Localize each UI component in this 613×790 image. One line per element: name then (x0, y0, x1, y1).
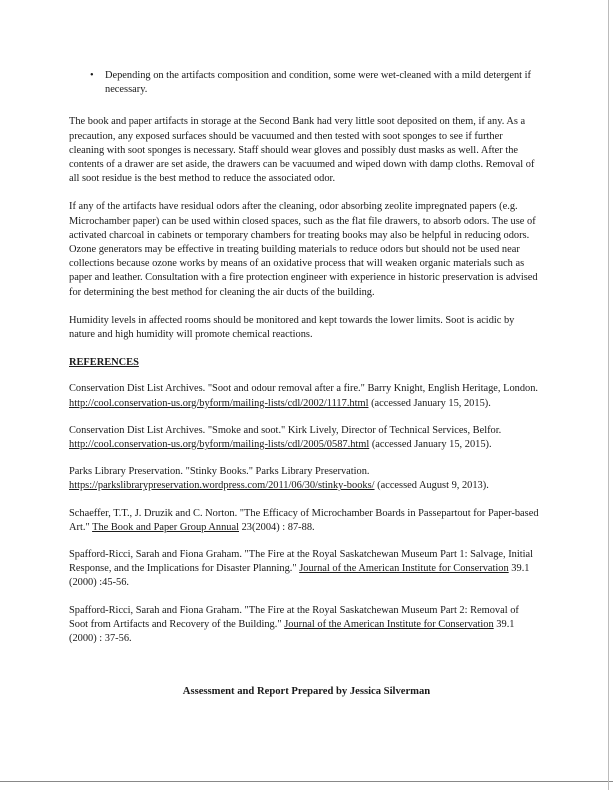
reference-item: Parks Library Preservation. "Stinky Books." Parks Library Preservation. https://parkslibrarypreservation.wordpress.com/2011/06/30/stinky-books/ (accessed August 9, 2013). (69, 466, 489, 492)
reference-journal-title: Journal of the American Institute for Conservation (299, 563, 509, 575)
paragraph-soot-removal: The book and paper artifacts in storage at the Second Bank had very little soot deposited on them, if any. As a precaution, any exposed surfaces should be vacuumed and then tested with soot sponges to see if further cleaning with soot sponges is necessary. Staff should wear gloves and possibly dust masks as well. After the contents of a drawer are set aside, the drawers can be vacuumed and wiped down with damp cloths. Removal of all soot residue is the best method to reduce the associated odor. (69, 116, 535, 185)
page-edge-divider (608, 0, 609, 790)
bullet-dot-icon: • (90, 70, 94, 81)
paragraph-odor-treatment: If any of the artifacts have residual odors after the cleaning, odor absorbing zeolite impregnated papers (e.g. Microchamber paper) can be used within closed spaces, such as the flat file drawers, to absorb odors. The use of activated charcoal in cabinets or temporary chambers for treating books may also be helpful in reducing odors. Ozone generators may be effective in treating building materials to reduce odors but should not be used near collections because ozone works by means of an oxidative process that will weaken organic materials such as paper and leather. Consultation with a fire protection engineer with experience in historic preservation is advised for determining the best method for cleaning the air ducts of the building. (69, 201, 538, 298)
paragraph-humidity: Humidity levels in affected rooms should be monitored and kept towards the lower limits. Soot is acidic by nature and high humidity will promote chemical reactions. (69, 314, 515, 341)
page-bottom-divider (0, 781, 613, 782)
reference-item: Spafford-Ricci, Sarah and Fiona Graham. "The Fire at the Royal Saskatchewan Museum Part 1: Salvage, Initial Response, and the Implications for Disaster Planning." Journal of the American Institute for Conservation 39.1 (2000) :45-56. (69, 549, 534, 589)
reference-journal-title: Journal of the American Institute for Conservation (284, 618, 494, 630)
reference-link[interactable]: http://cool.conservation-us.org/byform/mailing-lists/cdl/2005/0587.html (69, 439, 370, 451)
signature-line: Assessment and Report Prepared by Jessica Silverman (182, 686, 431, 697)
reference-item: Conservation Dist List Archives. "Soot and odour removal after a fire." Barry Knight, English Heritage, London. http://cool.conservation-us.org/byform/mailing-lists/cdl/2002/1117.html (accessed January 15, 2015). (69, 383, 539, 409)
reference-item: Schaeffer, T.T., J. Druzik and C. Norton. "The Efficacy of Microchamber Boards in Passepartout for Paper-based Art." The Book and Paper Group Annual 23(2004) : 87-88. (69, 507, 539, 533)
reference-item: Conservation Dist List Archives. "Smoke and soot." Kirk Lively, Director of Technical Services, Belfor. http://cool.conservation-us.org/byform/mailing-lists/cdl/2005/0587.html (accessed January 15, 2015). (69, 424, 502, 451)
reference-item: Spafford-Ricci, Sarah and Fiona Graham. "The Fire at the Royal Saskatchewan Museum Part 2: Removal of Soot from Artifacts and Recovery of the Building." Journal of the American Institute for Conservation 39.1 (2000) : 37-56. (69, 604, 519, 645)
reference-link[interactable]: http://cool.conservation-us.org/byform/mailing-lists/cdl/2002/1117.html (69, 397, 369, 409)
reference-link[interactable]: https://parkslibrarypreservation.wordpress.com/2011/06/30/stinky-books/ (69, 480, 375, 492)
bullet-text: Depending on the artifacts composition and condition, some were wet-cleaned with a mild detergent if necessary. (105, 70, 531, 96)
bullet-item (69, 69, 539, 97)
document-body (69, 69, 539, 659)
references-heading: REFERENCES (69, 357, 139, 369)
reference-journal-title: The Book and Paper Group Annual (92, 521, 239, 533)
